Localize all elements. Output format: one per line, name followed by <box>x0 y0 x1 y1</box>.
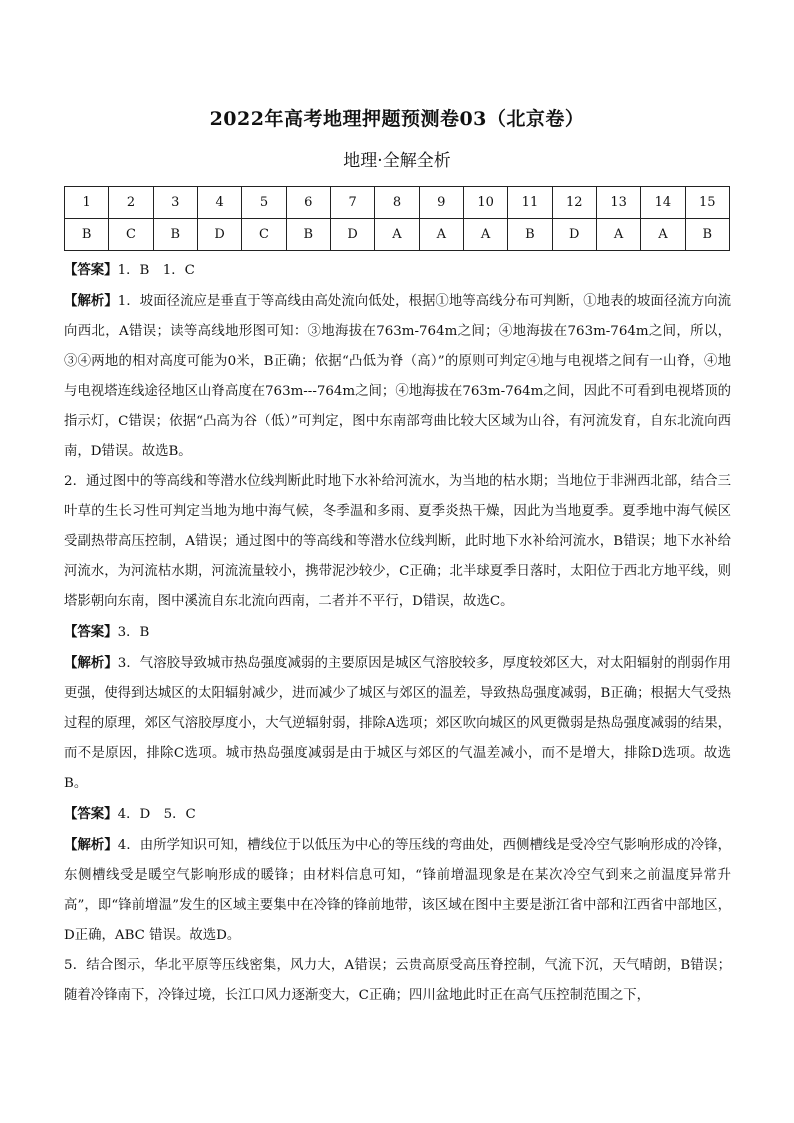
answer-line <box>64 255 731 286</box>
question-number: 3 <box>153 187 197 219</box>
question-number: 4 <box>197 187 241 219</box>
section-label: 【解析】 <box>64 293 118 309</box>
section-text: 4．由所学知识可知，槽线位于以低压为中心的等压线的弯曲处，西侧槽线是受冷空气影响形成的冷锋，东侧槽线受是暖空气影响形成的暖锋；由材料信息可知，“锋前增温现象是在某次冷空气到来之前温度异常升高”，即“锋前增温”发生的区域主要集中在冷锋的锋前地带，该区域在图中主要是浙江省中部和江西省中部地区，D正确，ABC 错误。故选D。 <box>64 838 731 943</box>
question-number-row <box>65 187 730 219</box>
section-text: 2．通过图中的等高线和等潜水位线判断此时地下水补给河流水，为当地的枯水期；当地位于非洲西北部，结合三叶草的生长习性可判定当地为地中海气候，冬季温和多雨、夏季炎热干燥，因此为当地夏季。夏季地中海气候区受副热带高压控制，A错误；通过图中的等高线和等潜水位线判断，此时地下水补给河流水，B错误；地下水补给河流水，为河流枯水期，河流流量较小，携带泥沙较少，C正确；北半球夏季日落时，太阳位于西北方地平线，则塔影朝向东南，图中溪流自东北流向西南，二者并不平行，D错误，故选C。 <box>64 474 731 609</box>
answer-cell: D <box>552 219 596 251</box>
page-subtitle: 地理·全解全析 <box>343 151 451 171</box>
question-number: 14 <box>641 187 685 219</box>
analysis-paragraph <box>64 286 731 467</box>
section-label: 【解析】 <box>64 655 118 671</box>
answer-cell: D <box>330 219 374 251</box>
question-number: 11 <box>508 187 552 219</box>
page-title: 2022年高考地理押题预测卷03（北京卷） <box>209 108 585 130</box>
question-number: 6 <box>286 187 330 219</box>
analysis-paragraph <box>64 951 731 1011</box>
analysis-paragraph <box>64 467 731 617</box>
question-number: 12 <box>552 187 596 219</box>
question-number: 5 <box>242 187 286 219</box>
section-text: 4．D 5．C <box>117 807 196 822</box>
answer-cell: D <box>197 219 241 251</box>
answer-cell: B <box>685 219 729 251</box>
section-text: 1．坡面径流应是垂直于等高线由高处流向低处，根据①地等高线分布可判断，①地表的坡面径流方向流向西北，A错误；读等高线地形图可知：③地海拔在763m-764m之间；④地海拔在763m-764m之间，所以，③④两地的相对高度可能为0米，B正确；依据“凸低为脊（高）”的原则可判定④地与电视塔之间有一山脊，④地与电视塔连线途径地区山脊高度在763m---764m之间；④地海拔在763m-764m之间，因此不可看到电视塔顶的指示灯，C错误；依据“凸高为谷（低）”可判定，图中东南部弯曲比较大区域为山谷，有河流发育，自东北流向西南，D错误。故选B。 <box>64 294 731 459</box>
answer-cell: B <box>153 219 197 251</box>
section-label: 【答案】 <box>64 262 118 278</box>
question-number: 15 <box>685 187 729 219</box>
analysis-paragraph <box>64 830 731 951</box>
answer-cell: A <box>375 219 419 251</box>
section-text: 1．B 1．C <box>117 263 195 278</box>
answer-table <box>64 186 730 251</box>
section-label: 【答案】 <box>64 624 118 640</box>
answer-cell: A <box>596 219 640 251</box>
question-number: 2 <box>109 187 153 219</box>
analysis-paragraph <box>64 648 731 799</box>
answer-cell: B <box>286 219 330 251</box>
question-number: 13 <box>596 187 640 219</box>
section-text: 3．B <box>117 625 150 640</box>
section-text: 3．气溶胶导致城市热岛强度减弱的主要原因是城区气溶胶较多，厚度较郊区大，对太阳辐射的削弱作用更强，使得到达城区的太阳辐射减少，进而减少了城区与郊区的温差，导致热岛强度减弱，B正确；根据大气受热过程的原理，郊区气溶胶厚度小，大气逆辐射弱，排除A选项；郊区吹向城区的风更微弱是热岛强度减弱的结果，而不是原因，排除C选项。城市热岛强度减弱是由于城区与郊区的气温差减小，而不是增大，排除D选项。故选B。 <box>64 656 731 791</box>
answer-line <box>64 799 731 830</box>
answer-cell: A <box>419 219 463 251</box>
answer-row <box>65 219 730 251</box>
answer-cell: C <box>109 219 153 251</box>
explanation-body <box>64 255 731 1011</box>
question-number: 7 <box>330 187 374 219</box>
answer-cell: B <box>65 219 109 251</box>
question-number: 1 <box>65 187 109 219</box>
question-number: 10 <box>463 187 507 219</box>
answer-cell: A <box>463 219 507 251</box>
answer-line <box>64 617 731 648</box>
section-text: 5．结合图示，华北平原等压线密集，风力大，A错误；云贵高原受高压脊控制，气流下沉，天气晴朗，B错误；随着冷锋南下，冷锋过境，长江口风力逐渐变大，C正确；四川盆地此时正在高气压控制范围之下， <box>64 958 731 1003</box>
question-number: 8 <box>375 187 419 219</box>
section-label: 【答案】 <box>64 806 118 822</box>
question-number: 9 <box>419 187 463 219</box>
answer-cell: C <box>242 219 286 251</box>
section-label: 【解析】 <box>64 837 118 853</box>
answer-cell: A <box>641 219 685 251</box>
answer-cell: B <box>508 219 552 251</box>
